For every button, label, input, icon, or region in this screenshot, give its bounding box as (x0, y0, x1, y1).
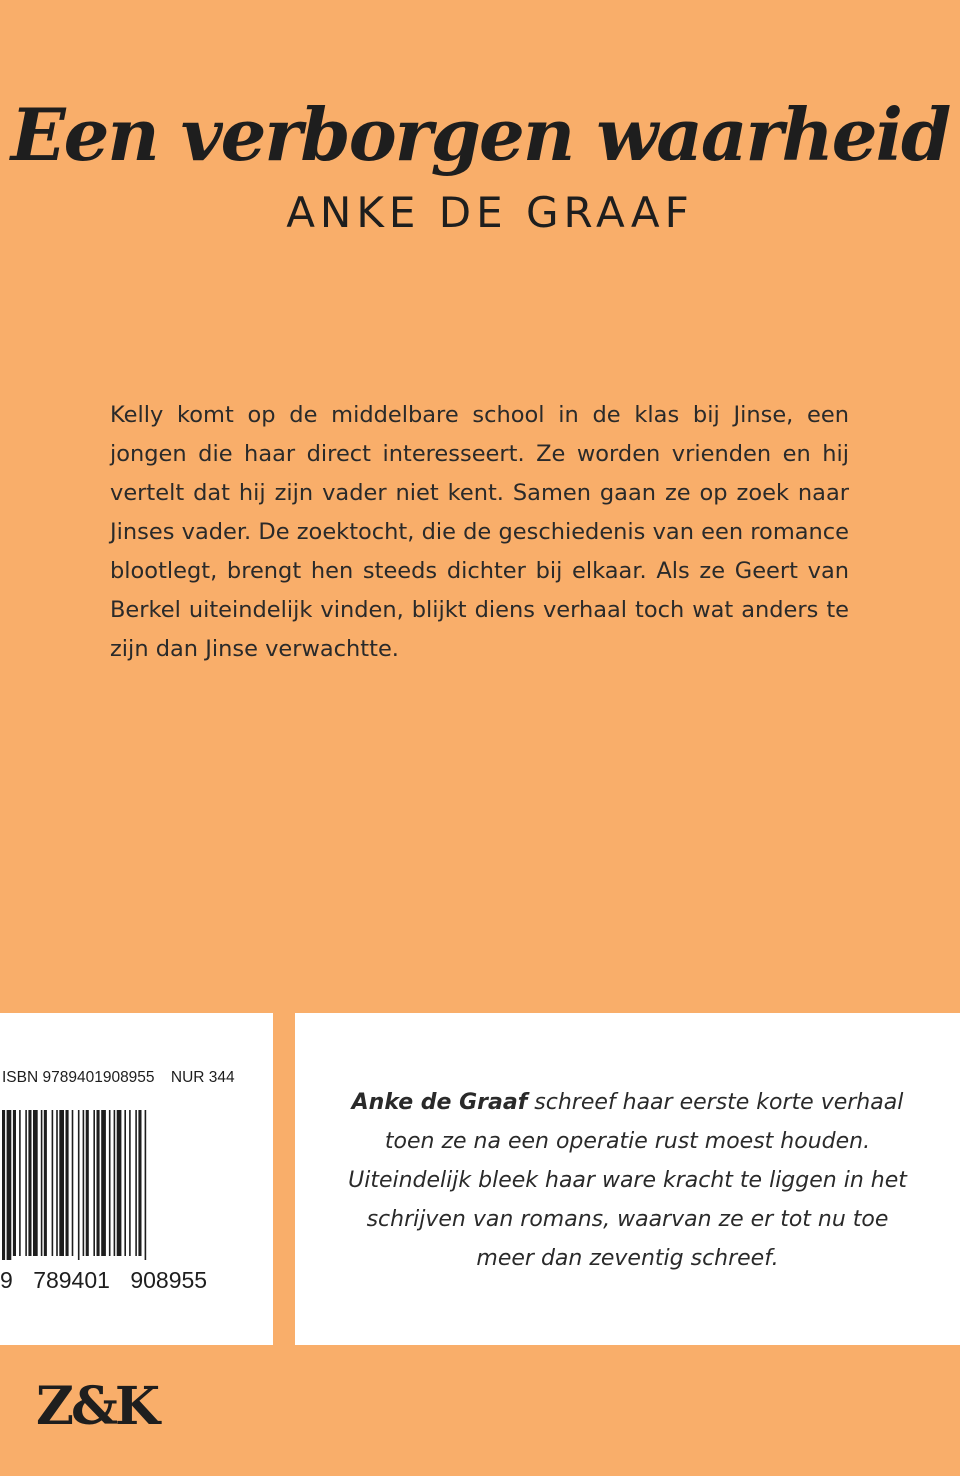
nur-code: NUR 344 (170, 1069, 235, 1086)
author-bio (335, 1083, 920, 1278)
publisher-logo: Z&K (36, 1376, 158, 1437)
barcode-digits-group-1: 789401 (33, 1267, 110, 1293)
author-bio-panel (295, 1013, 960, 1345)
barcode-digits-group-2: 908955 (130, 1267, 208, 1293)
isbn-number: ISBN 9789401908955 (2, 1069, 155, 1086)
book-blurb: Kelly komt op de middelbare school in de klas bij Jinse, een jongen die haar direct interesseert. Ze worden vrienden en hij vertelt dat hij zijn vader niet kent. Samen gaan ze op zoek naar Jinses vader. De zoektocht, die de geschiedenis van een romance blootlegt, brengt hen steeds dichter bij elkaar. Als ze Geert van Berkel uiteindelijk vinden, blijkt diens verhaal toch wat anders te zijn dan Jinse verwachtte. (110, 402, 849, 662)
book-title: Een verborgen waarheid (10, 92, 950, 177)
author-bio-text: schreef haar eerste korte verhaal toen ze na een operatie rust moest houden. Uiteindelijk bleek haar ware kracht te liggen in het schrijven van romans, waarvan ze er tot nu toe meer dan zeventig schreef. (348, 1090, 907, 1271)
author-name: ANKE DE GRAAF (286, 188, 694, 237)
isbn-line (2, 1069, 247, 1087)
barcode-digits (0, 1267, 240, 1294)
author-bio-name: Anke de Graaf (351, 1090, 528, 1115)
barcode-icon (0, 1110, 240, 1260)
barcode-digit-lead: 9 (0, 1267, 13, 1293)
